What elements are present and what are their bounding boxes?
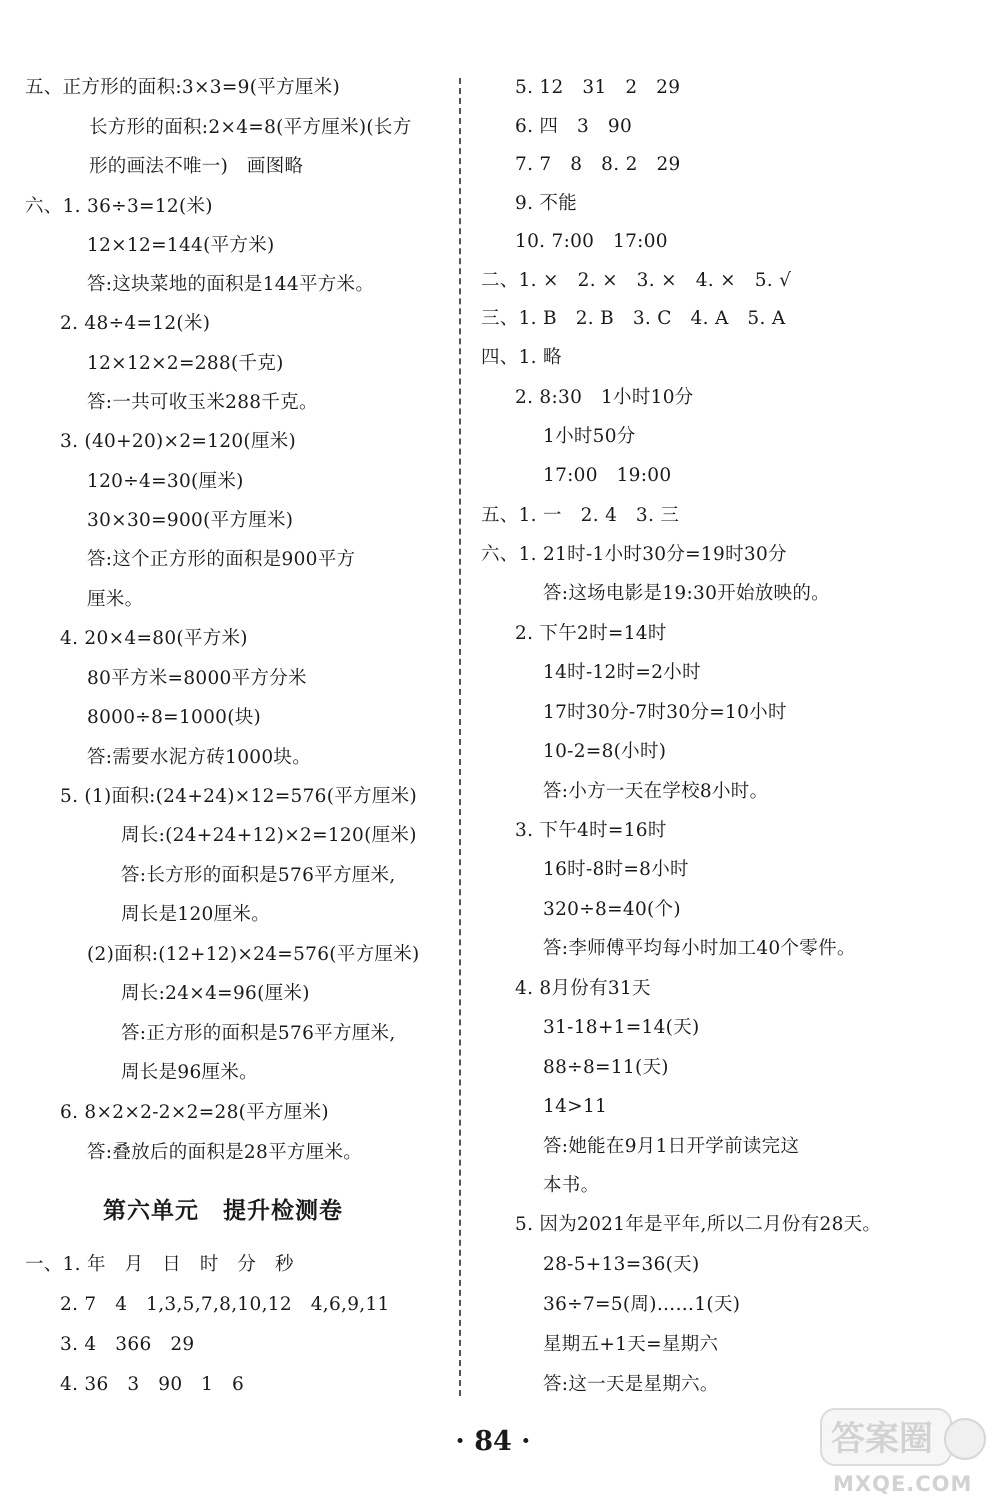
answer-line: 答:李师傅平均每小时加工40个零件。: [543, 938, 856, 959]
answer-line: 2. 下午2时=14时: [515, 623, 667, 644]
answer-line: 10. 7:00 17:00: [515, 231, 668, 252]
answer-line: 4. 20×4=80(平方米): [60, 628, 248, 649]
answer-line: 三、1. B 2. B 3. C 4. A 5. A: [481, 308, 786, 329]
answer-line: 五、正方形的面积:3×3=9(平方厘米): [25, 77, 340, 98]
answer-line: 六、1. 21时-1小时30分=19时30分: [481, 544, 787, 565]
answer-line: 7. 7 8 8. 2 29: [515, 154, 681, 175]
answer-line: 3. 下午4时=16时: [515, 820, 667, 841]
answer-line: 2. 8:30 1小时10分: [515, 387, 694, 408]
answer-line: 5. 因为2021年是平年,所以二月份有28天。: [515, 1214, 882, 1235]
answer-line: 答:长方形的面积是576平方厘米,: [121, 865, 396, 886]
answer-line: 4. 36 3 90 1 6: [60, 1374, 245, 1395]
answer-line: 10-2=8(小时): [543, 741, 667, 762]
answer-line: 17:00 19:00: [543, 465, 672, 486]
answer-line: 3. 4 366 29: [60, 1334, 195, 1355]
answer-line: 2. 48÷4=12(米): [60, 313, 211, 334]
answer-line: 六、1. 36÷3=12(米): [25, 196, 213, 217]
answer-line: (2)面积:(12+12)×24=576(平方厘米): [87, 944, 420, 965]
answer-line: 3. (40+20)×2=120(厘米): [60, 431, 297, 452]
answer-line: 答:小方一天在学校8小时。: [543, 781, 769, 802]
answer-line: 88÷8=11(天): [543, 1057, 669, 1078]
answer-line: 答:这块菜地的面积是144平方米。: [87, 274, 375, 295]
answer-line: 周长:24×4=96(厘米): [121, 983, 310, 1004]
answer-line: 2. 7 4 1,3,5,7,8,10,12 4,6,9,11: [60, 1294, 390, 1315]
answer-line: 80平方米=8000平方分米: [87, 668, 307, 689]
answer-line: 9. 不能: [515, 193, 578, 214]
answer-line: 形的画法不唯一) 画图略: [89, 156, 304, 177]
answer-line: 12×12×2=288(千克): [87, 353, 284, 374]
answer-line: 36÷7=5(周)……1(天): [543, 1294, 741, 1315]
answer-line: 8000÷8=1000(块): [87, 707, 262, 728]
answer-line: 五、1. 一 2. 4 3. 三: [481, 505, 680, 526]
answer-line: 5. 12 31 2 29: [515, 77, 681, 98]
answer-line: 28-5+13=36(天): [543, 1254, 700, 1275]
answer-line: 周长是120厘米。: [121, 904, 271, 925]
answer-line: 答:这个正方形的面积是900平方: [87, 549, 356, 570]
answer-line: 30×30=900(平方厘米): [87, 510, 294, 531]
answer-line: 17时30分-7时30分=10小时: [543, 702, 787, 723]
answer-line: 答:这一天是星期六。: [543, 1374, 719, 1395]
watermark-logo-graphic: [815, 1405, 990, 1501]
answer-line: 31-18+1=14(天): [543, 1017, 700, 1038]
answer-line: 周长:(24+24+12)×2=120(厘米): [121, 825, 417, 846]
answer-line: 长方形的面积:2×4=8(平方厘米)(长方: [89, 117, 412, 138]
answer-line: 6. 四 3 90: [515, 116, 633, 137]
watermark-bottom-text: MXQE.COM: [833, 1472, 973, 1496]
answer-line: 12×12=144(平方米): [87, 235, 275, 256]
answer-line: 4. 8月份有31天: [515, 978, 651, 999]
answer-line: 本书。: [543, 1175, 600, 1196]
answer-line: 答:这场电影是19:30开始放映的。: [543, 583, 830, 604]
answer-line: 周长是96厘米。: [121, 1062, 258, 1083]
answer-line: 答:她能在9月1日开学前读完这: [543, 1136, 800, 1157]
answer-line: 四、1. 略: [481, 347, 562, 368]
answer-line: 14时-12时=2小时: [543, 662, 701, 683]
answer-line: 二、1. × 2. × 3. × 4. × 5. √: [481, 270, 792, 291]
answer-line: 一、1. 年 月 日 时 分 秒: [25, 1254, 294, 1275]
watermark-top-text: 答案圈: [831, 1419, 933, 1459]
answer-line: 320÷8=40(个): [543, 899, 681, 920]
answer-line: 6. 8×2×2-2×2=28(平方厘米): [60, 1102, 329, 1123]
section-title: 第六单元 提升检测卷: [103, 1198, 343, 1224]
watermark-logo: [815, 1405, 990, 1501]
answer-line: 答:正方形的面积是576平方厘米,: [121, 1023, 396, 1044]
answer-line: 120÷4=30(厘米): [87, 471, 244, 492]
answer-line: 5. (1)面积:(24+24)×12=576(平方厘米): [60, 786, 417, 807]
answer-line: 答:一共可收玉米288千克。: [87, 392, 318, 413]
answer-line: 14>11: [543, 1096, 608, 1117]
answer-line: 星期五+1天=星期六: [543, 1334, 719, 1355]
answer-line: 16时-8时=8小时: [543, 859, 689, 880]
column-divider: [459, 78, 461, 1396]
answer-line: 答:需要水泥方砖1000块。: [87, 747, 312, 768]
page-number: · 84 ·: [455, 1426, 531, 1457]
answer-line: 1小时50分: [543, 426, 636, 447]
answer-line: 答:叠放后的面积是28平方厘米。: [87, 1142, 363, 1163]
answer-line: 厘米。: [87, 589, 144, 610]
